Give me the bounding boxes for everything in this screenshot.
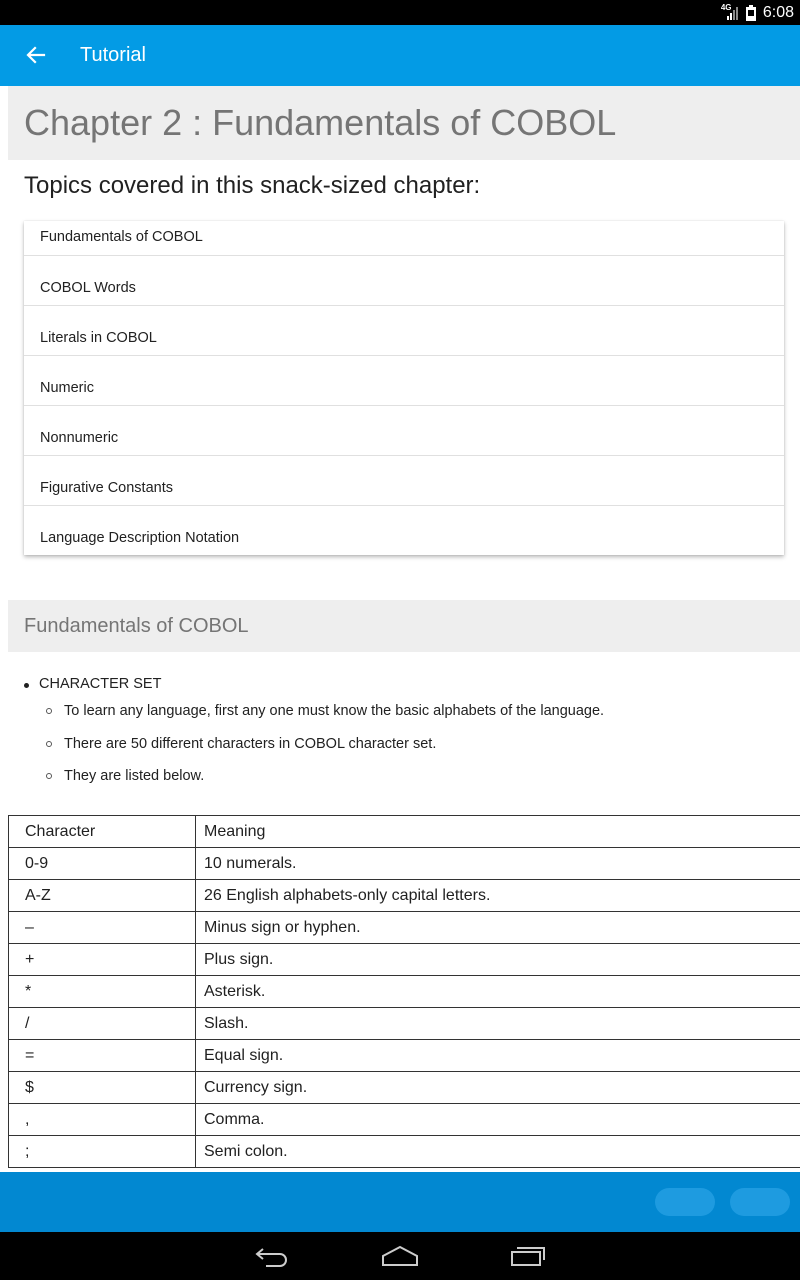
table-cell: *: [9, 976, 196, 1008]
topic-item[interactable]: [24, 506, 784, 555]
bullet-text: CHARACTER SET: [39, 676, 162, 692]
next-button[interactable]: [730, 1188, 790, 1216]
table-cell: 26 English alphabets-only capital letters.: [196, 880, 800, 912]
table-cell: $: [9, 1072, 196, 1104]
back-button[interactable]: [16, 35, 56, 75]
bullet-icon: [24, 683, 29, 688]
table-cell: +: [9, 944, 196, 976]
table-cell: =: [9, 1040, 196, 1072]
topic-label: Numeric: [40, 380, 94, 396]
topic-label: Language Description Notation: [40, 530, 240, 546]
table-row: [9, 976, 800, 1008]
topic-label: COBOL Words: [40, 280, 136, 296]
section-title: Fundamentals of COBOL: [24, 615, 249, 637]
table-row: [9, 1136, 800, 1168]
previous-button[interactable]: [655, 1188, 715, 1216]
topic-item[interactable]: [24, 256, 784, 306]
nav-back-button[interactable]: [242, 1236, 302, 1276]
network-type: 4G: [720, 2, 732, 12]
battery-icon: [745, 5, 757, 21]
table-row: [9, 912, 800, 944]
nav-recents-button[interactable]: [498, 1236, 558, 1276]
sub-bullet-text: To learn any language, first any one must know the basic alphabets of the language.: [64, 703, 605, 719]
table-row: [9, 944, 800, 976]
sub-bullet-icon: [46, 741, 52, 747]
app-title: Tutorial: [80, 44, 146, 66]
table-header-row: [9, 816, 800, 848]
character-table: [8, 815, 800, 1168]
topics-heading: Topics covered in this snack-sized chapter:: [24, 172, 481, 199]
table-cell: Plus sign.: [196, 944, 800, 976]
topic-label: Nonnumeric: [40, 430, 119, 446]
nav-home-button[interactable]: [370, 1236, 430, 1276]
chapter-header: [8, 86, 800, 160]
topic-item[interactable]: [24, 406, 784, 456]
sub-bullet-icon: [46, 773, 52, 779]
sub-bullet-icon: [46, 708, 52, 714]
signal-icon: [720, 2, 741, 21]
bottom-bar: [0, 1172, 800, 1232]
status-bar: [0, 0, 800, 25]
table-cell: Currency sign.: [196, 1072, 800, 1104]
topic-label: Figurative Constants: [40, 480, 173, 496]
chapter-title: Chapter 2 : Fundamentals of COBOL: [24, 102, 617, 143]
section-header: [8, 600, 800, 652]
table-row: [9, 1104, 800, 1136]
table-cell: Comma.: [196, 1104, 800, 1136]
recents-nav-icon: [510, 1245, 546, 1267]
sub-bullet-text: There are 50 different characters in COBOL character set.: [64, 736, 437, 752]
table-row: [9, 880, 800, 912]
table-cell: A-Z: [9, 880, 196, 912]
table-row: [9, 848, 800, 880]
back-nav-icon: [254, 1245, 290, 1267]
navigation-bar: [0, 1232, 800, 1280]
arrow-left-icon: [26, 45, 46, 65]
sub-bullet-text: They are listed below.: [64, 768, 205, 784]
topics-list: [24, 221, 784, 555]
table-cell: Minus sign or hyphen.: [196, 912, 800, 944]
app-bar: [0, 25, 800, 86]
topic-item[interactable]: [24, 356, 784, 406]
table-cell: 10 numerals.: [196, 848, 800, 880]
table-cell: /: [9, 1008, 196, 1040]
topic-label: Fundamentals of COBOL: [40, 229, 203, 245]
table-row: [9, 1040, 800, 1072]
status-time: 6:08: [762, 3, 794, 21]
table-cell: Asterisk.: [196, 976, 800, 1008]
table-cell: –: [9, 912, 196, 944]
table-cell: ;: [9, 1136, 196, 1168]
table-row: [9, 1072, 800, 1104]
content-area[interactable]: [0, 86, 800, 1172]
topic-item[interactable]: [24, 456, 784, 506]
table-cell: Equal sign.: [196, 1040, 800, 1072]
table-cell: Semi colon.: [196, 1136, 800, 1168]
table-cell: Slash.: [196, 1008, 800, 1040]
table-row: [9, 1008, 800, 1040]
topic-item[interactable]: [24, 306, 784, 356]
table-header: Character: [9, 816, 196, 848]
status-icons: [721, 0, 794, 25]
table-cell: 0-9: [9, 848, 196, 880]
table-cell: ,: [9, 1104, 196, 1136]
home-nav-icon: [381, 1245, 419, 1267]
topic-label: Literals in COBOL: [40, 330, 157, 346]
table-header: Meaning: [196, 816, 800, 848]
